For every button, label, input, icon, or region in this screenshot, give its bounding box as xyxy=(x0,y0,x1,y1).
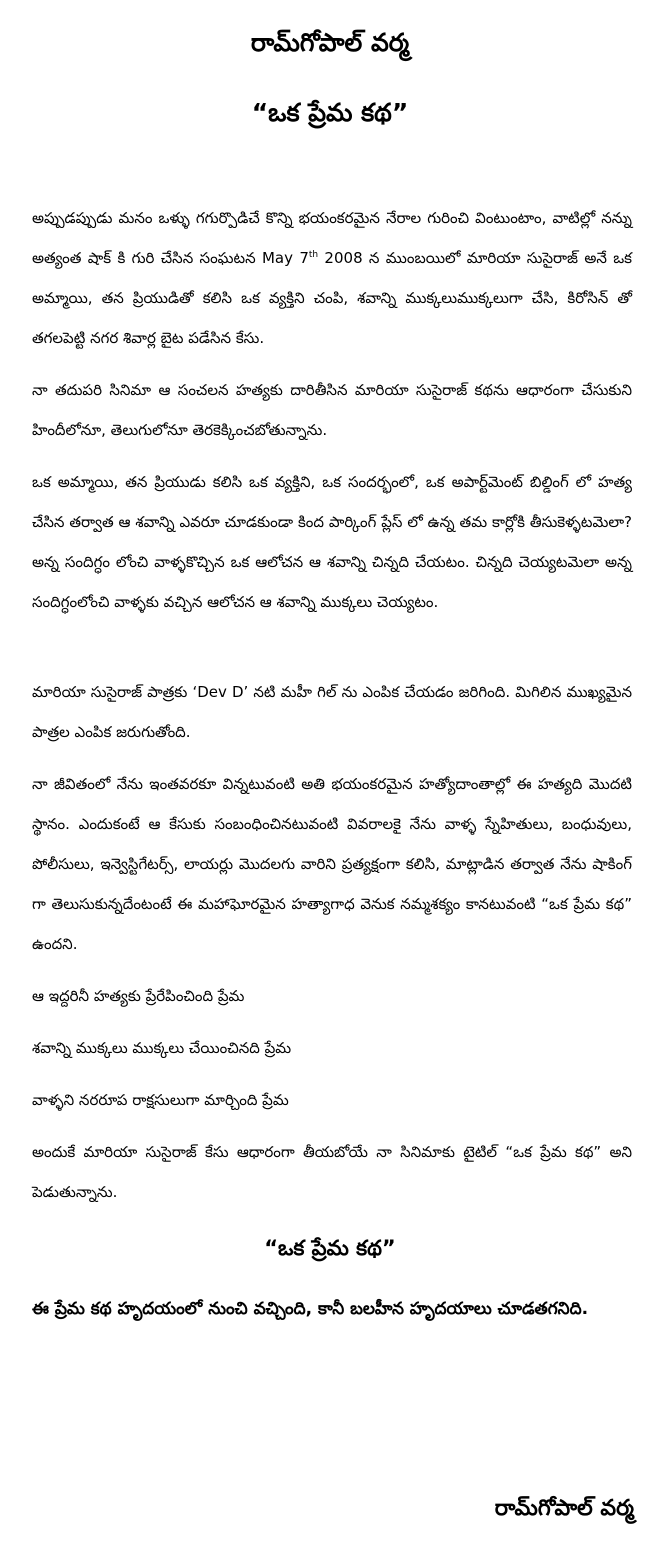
title-heading: “ఒక ప్రేమ కథ” xyxy=(251,98,409,127)
paragraph-1-text-a: అప్పుడప్పుడు మనం ఒళ్ళు గగుర్పొడిచే కొన్ని భయంకరమైన నేరాల గురించి వింటుంటాం, వాటిల్లో నన్ను అత్యంత షాక్ కి గురి చేసిన సంఘటన May 7 xyxy=(32,209,632,267)
paragraph-2: నా తదుపరి సినిమా ఆ సంచలన హత్యకు దారితీసిన మారియా సుసైరాజ్ కథను ఆధారంగా చేసుకుని హిందీలోనూ, తెలుగులోనూ తెరకెక్కించబోతున్నాను. xyxy=(32,381,632,439)
closing-statement: ఈ ప్రేమ కథ హృదయంలో నుంచి వచ్చింది, కానీ బలహీన హృదయాలు చూడతగనిది. xyxy=(32,1299,589,1319)
paragraph-1-text-b: 2008 న ముంబయిలో మారియా సుసైరాజ్ అనే ఒక అమ్మాయి, తన ప్రియుడితో కలిసి ఒక వ్యక్తిని చంపి, శవాన్ని ముక్కలుముక్కలుగా చేసి, కిరోసిన్ తో తగలపెట్టి నగర శివార్ల బైట పడేసిన కేసు. xyxy=(32,249,632,347)
paragraph-4: మారియా సుసైరాజ్ పాత్రకు ‘Dev D’ నటి మహీ గిల్ ను ఎంపిక చేయడం జరిగింది. మిగిలిన ముఖ్యమైన పాత్రల ఎంపిక జరుగుతోంది. xyxy=(32,683,632,741)
love-line-3: వాళ్ళని నరరూప రాక్షసులుగా మార్చింది ప్రేమ xyxy=(32,1091,289,1109)
paragraph-1 xyxy=(32,198,632,358)
paragraph-3: ఒక అమ్మాయి, తన ప్రియుడు కలిసి ఒక వ్యక్తిని, ఒక సందర్భంలో, ఒక అపార్ట్‌మెంట్ బిల్డింగ్ లో హత్య చేసిన తర్వాత ఆ శవాన్ని ఎవరూ చూడకుండా కింద పార్కింగ్ ప్లేస్ లో ఉన్న తమ కార్లోకి తీసుకెళ్ళటమెలా? అన్న సందిగ్ధం లోంచి వాళ్ళకొచ్చిన ఒక ఆలోచన ఆ శవాన్ని చిన్నది చేయటం. చిన్నది చెయ్యటమెలా అన్న సందిగ్ధంలోంచి వాళ్ళకు వచ్చిన ఆలోచన ఆ శవాన్ని ముక్కలు చెయ్యటం. xyxy=(32,473,632,611)
paragraph-5: నా జీవితంలో నేను ఇంతవరకూ విన్నటువంటి అతి భయంకరమైన హత్యోదాంతాల్లో ఈ హత్యది మొదటి స్థానం. ఎందుకంటే ఆ కేసుకు సంబంధించినటువంటి వివరాలకై నేను వాళ్ళ స్నేహితులు, బంధువులు, పోలీసులు, ఇన్వెస్టిగేటర్స్, లాయర్లు మొదలగు వారిని ప్రత్యక్షంగా కలిసి, మాట్లాడిన తర్వాత నేను షాకింగ్ గా తెలుసుకున్నదేంటంటే ఈ మహాఘోరమైన హత్యాగాధ వెనుక నమ్మశక్యం కానటువంటి “ఒక ప్రేమ కథ” ఉందని. xyxy=(32,775,632,953)
love-line-2: శవాన్ని ముక్కలు ముక్కలు చేయించినది ప్రేమ xyxy=(32,1039,292,1057)
signature: రామ్‌గోపాల్ వర్మ xyxy=(494,1496,634,1521)
paragraph-6: అందుకే మారియా సుసైరాజ్ కేసు ఆధారంగా తీయబోయే నా సినిమాకు టైటిల్ “ఒక ప్రేమ కథ” అని పెడుతున్నాను. xyxy=(32,1143,632,1201)
date-superscript: th xyxy=(308,250,319,260)
love-line-1: ఆ ఇద్దరినీ హత్యకు ప్రేరేపించింది ప్రేమ xyxy=(32,987,245,1005)
closing-title: “ఒక ప్రేమ కథ” xyxy=(264,1236,396,1260)
author-heading: రామ్‌గోపాల్ వర్మ xyxy=(250,28,410,57)
